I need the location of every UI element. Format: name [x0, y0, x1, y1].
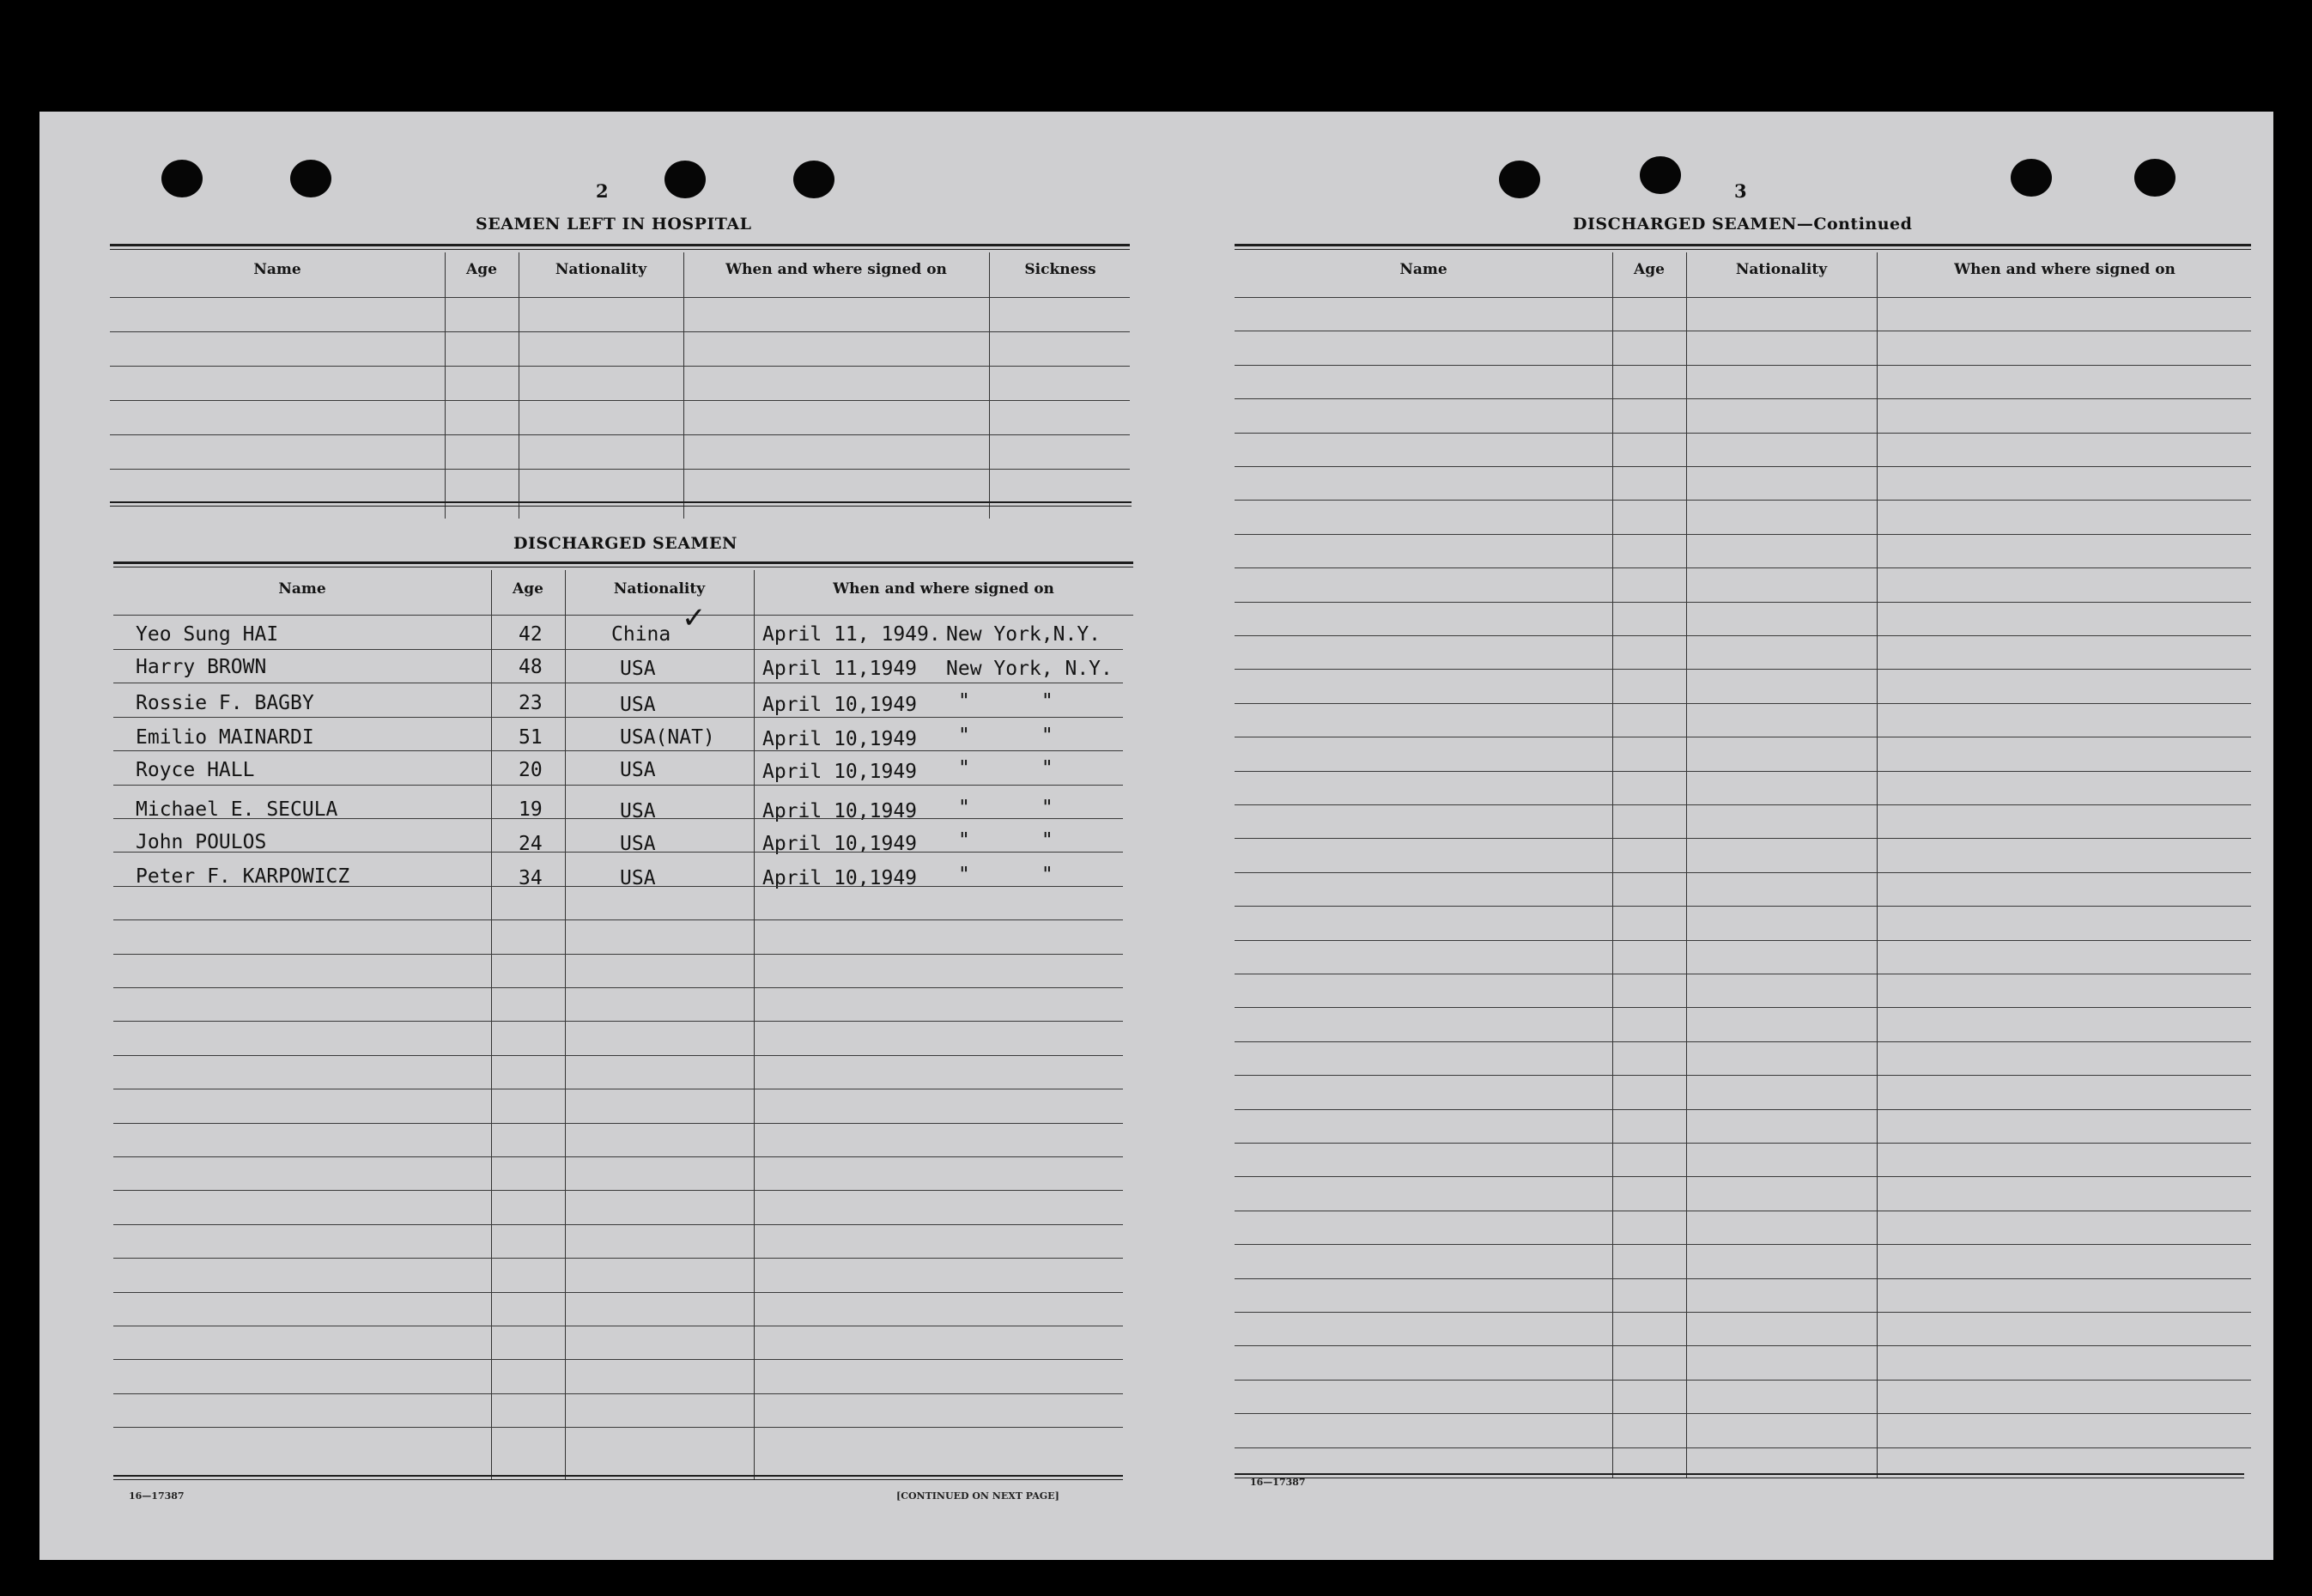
punch-hole — [793, 161, 834, 198]
row-rule — [1235, 1447, 2251, 1448]
hospital-header-age: Age — [466, 261, 497, 278]
signed-on-place: New York, N.Y. — [946, 658, 1113, 680]
discharged-title: DISCHARGED SEAMEN — [513, 534, 737, 553]
row-rule — [1235, 872, 2251, 873]
row-rule — [1235, 534, 2251, 535]
column-divider — [754, 570, 755, 1480]
seaman-nationality: USA — [620, 833, 656, 855]
seaman-name: Yeo Sung HAI — [136, 623, 279, 646]
seaman-name: Harry BROWN — [136, 656, 267, 678]
seaman-nationality: USA — [620, 658, 656, 680]
row-rule — [1235, 1380, 2251, 1381]
row-rule — [1235, 940, 2251, 941]
seaman-name: Michael E. SECULA — [136, 798, 338, 821]
row-rule — [113, 987, 1123, 988]
row-rule — [113, 750, 1123, 751]
row-rule — [113, 1021, 1123, 1022]
form-number-left: 16—17387 — [129, 1490, 185, 1502]
punch-hole — [1640, 156, 1681, 194]
row-rule — [113, 1292, 1123, 1293]
seaman-age: 19 — [519, 798, 543, 821]
row-rule — [113, 919, 1123, 920]
row-rule — [1235, 1176, 2251, 1177]
signed-on-place: " " — [958, 690, 1053, 713]
continued-header-nationality: Nationality — [1735, 261, 1828, 278]
signed-on-place: " " — [958, 757, 1053, 780]
row-rule — [113, 785, 1123, 786]
seaman-name: Peter F. KARPOWICZ — [136, 865, 350, 888]
row-rule — [110, 400, 1130, 401]
page-number-left: 2 — [596, 180, 609, 202]
row-rule — [113, 1055, 1123, 1056]
column-divider — [445, 252, 446, 519]
column-divider — [1877, 252, 1878, 1478]
row-rule — [1235, 1007, 2251, 1008]
row-rule — [113, 886, 1123, 887]
checkmark-icon: ✓ — [682, 601, 707, 635]
row-rule — [110, 434, 1130, 435]
seaman-age: 48 — [519, 656, 543, 678]
row-rule — [1235, 297, 2251, 298]
column-divider — [683, 252, 684, 519]
discharged-header-nationality: Nationality — [613, 580, 706, 598]
signed-on-date: April 10,1949 — [762, 694, 918, 716]
row-rule — [1235, 1345, 2251, 1346]
row-rule — [1235, 433, 2251, 434]
row-rule — [1235, 1109, 2251, 1110]
punch-hole — [1499, 161, 1540, 198]
discharged-header-name: Name — [278, 580, 326, 598]
signed-on-place: " " — [958, 797, 1053, 819]
row-rule — [1235, 1278, 2251, 1279]
signed-on-date: April 10,1949 — [762, 867, 918, 889]
row-rule — [1235, 1041, 2251, 1042]
row-rule — [1235, 669, 2251, 670]
discharged-header-signed-on: When and where signed on — [833, 580, 1054, 598]
signed-on-place: " " — [958, 864, 1053, 886]
continued-header-age: Age — [1634, 261, 1665, 278]
signed-on-date: April 10,1949 — [762, 728, 918, 750]
row-rule — [110, 469, 1130, 470]
row-rule — [1235, 838, 2251, 839]
row-rule — [113, 1359, 1123, 1360]
row-rule — [113, 852, 1123, 853]
table-bottom-rule — [113, 1475, 1123, 1480]
continued-header-name: Name — [1399, 261, 1447, 278]
seaman-nationality: China — [611, 623, 671, 646]
signed-on-place: New York,N.Y. — [946, 623, 1101, 646]
table-bottom-rule — [110, 501, 1132, 507]
punch-hole — [161, 160, 203, 197]
column-divider — [989, 252, 990, 519]
seaman-name: Rossie F. BAGBY — [136, 692, 314, 714]
discharged-continued-table — [1235, 244, 2253, 1514]
punch-hole — [2011, 159, 2052, 197]
hospital-header-sickness: Sickness — [1024, 261, 1096, 278]
punch-hole — [290, 160, 331, 197]
seaman-age: 20 — [519, 759, 543, 781]
row-rule — [1235, 602, 2251, 603]
row-rule — [1235, 365, 2251, 366]
row-rule — [1235, 771, 2251, 772]
hospital-header-nationality: Nationality — [555, 261, 647, 278]
seaman-age: 23 — [519, 692, 543, 714]
punch-hole — [664, 161, 706, 198]
column-divider — [1612, 252, 1613, 1478]
discharged-header-age: Age — [513, 580, 543, 598]
hospital-header-name: Name — [253, 261, 301, 278]
seaman-age: 51 — [519, 726, 543, 749]
signed-on-date: April 10,1949 — [762, 761, 918, 783]
seaman-name: John POULOS — [136, 831, 267, 853]
signed-on-date: April 11, 1949. — [762, 623, 941, 646]
row-rule — [1235, 906, 2251, 907]
column-divider — [565, 570, 566, 1480]
discharged-table — [113, 561, 1135, 1480]
row-rule — [113, 1393, 1123, 1394]
row-rule — [113, 1258, 1123, 1259]
seaman-nationality: USA(NAT) — [620, 726, 715, 749]
row-rule — [113, 818, 1123, 819]
row-rule — [113, 1190, 1123, 1191]
continued-header-signed-on: When and where signed on — [1954, 261, 2175, 278]
discharged-continued-title: DISCHARGED SEAMEN—Continued — [1573, 215, 1913, 234]
row-rule — [113, 954, 1123, 955]
row-rule — [1235, 398, 2251, 399]
row-rule — [1235, 500, 2251, 501]
table-bottom-rule — [1235, 1473, 2244, 1478]
row-rule — [1235, 1075, 2251, 1076]
row-rule — [113, 1123, 1123, 1124]
row-rule — [1235, 635, 2251, 636]
row-rule — [1235, 1244, 2251, 1245]
page-number-right: 3 — [1734, 180, 1747, 202]
signed-on-date: April 10,1949 — [762, 800, 918, 822]
column-divider — [1686, 252, 1687, 1478]
continued-note: [CONTINUED ON NEXT PAGE] — [896, 1490, 1059, 1502]
header-rule — [113, 615, 1133, 616]
hospital-title: SEAMEN LEFT IN HOSPITAL — [476, 215, 752, 234]
punch-hole — [2134, 159, 2175, 197]
seaman-age: 42 — [519, 623, 543, 646]
row-rule — [113, 1156, 1123, 1157]
seaman-age: 24 — [519, 833, 543, 855]
row-rule — [110, 331, 1130, 332]
seaman-age: 34 — [519, 867, 543, 889]
row-rule — [1235, 804, 2251, 805]
row-rule — [1235, 703, 2251, 704]
row-rule — [1235, 1312, 2251, 1313]
row-rule — [113, 649, 1123, 650]
row-rule — [110, 366, 1130, 367]
row-rule — [113, 1427, 1123, 1428]
signed-on-date: April 11,1949 — [762, 658, 918, 680]
row-rule — [113, 1224, 1123, 1225]
seaman-nationality: USA — [620, 867, 656, 889]
row-rule — [1235, 466, 2251, 467]
signed-on-place: " " — [958, 829, 1053, 852]
seaman-nationality: USA — [620, 800, 656, 822]
signed-on-date: April 10,1949 — [762, 833, 918, 855]
row-rule — [1235, 567, 2251, 568]
seaman-name: Royce HALL — [136, 759, 255, 781]
form-number-right: 16—17387 — [1250, 1477, 1306, 1488]
table-top-rule — [113, 561, 1133, 567]
table-top-rule — [110, 244, 1130, 250]
seaman-name: Emilio MAINARDI — [136, 726, 314, 749]
signed-on-place: " " — [958, 725, 1053, 747]
row-rule — [1235, 1143, 2251, 1144]
header-rule — [110, 297, 1130, 298]
column-divider — [491, 570, 492, 1480]
row-rule — [113, 717, 1123, 718]
document-sheet — [39, 112, 2273, 1560]
hospital-header-signed-on: When and where signed on — [725, 261, 947, 278]
row-rule — [1235, 1413, 2251, 1414]
seaman-nationality: USA — [620, 759, 656, 781]
seaman-nationality: USA — [620, 694, 656, 716]
table-top-rule — [1235, 244, 2251, 250]
